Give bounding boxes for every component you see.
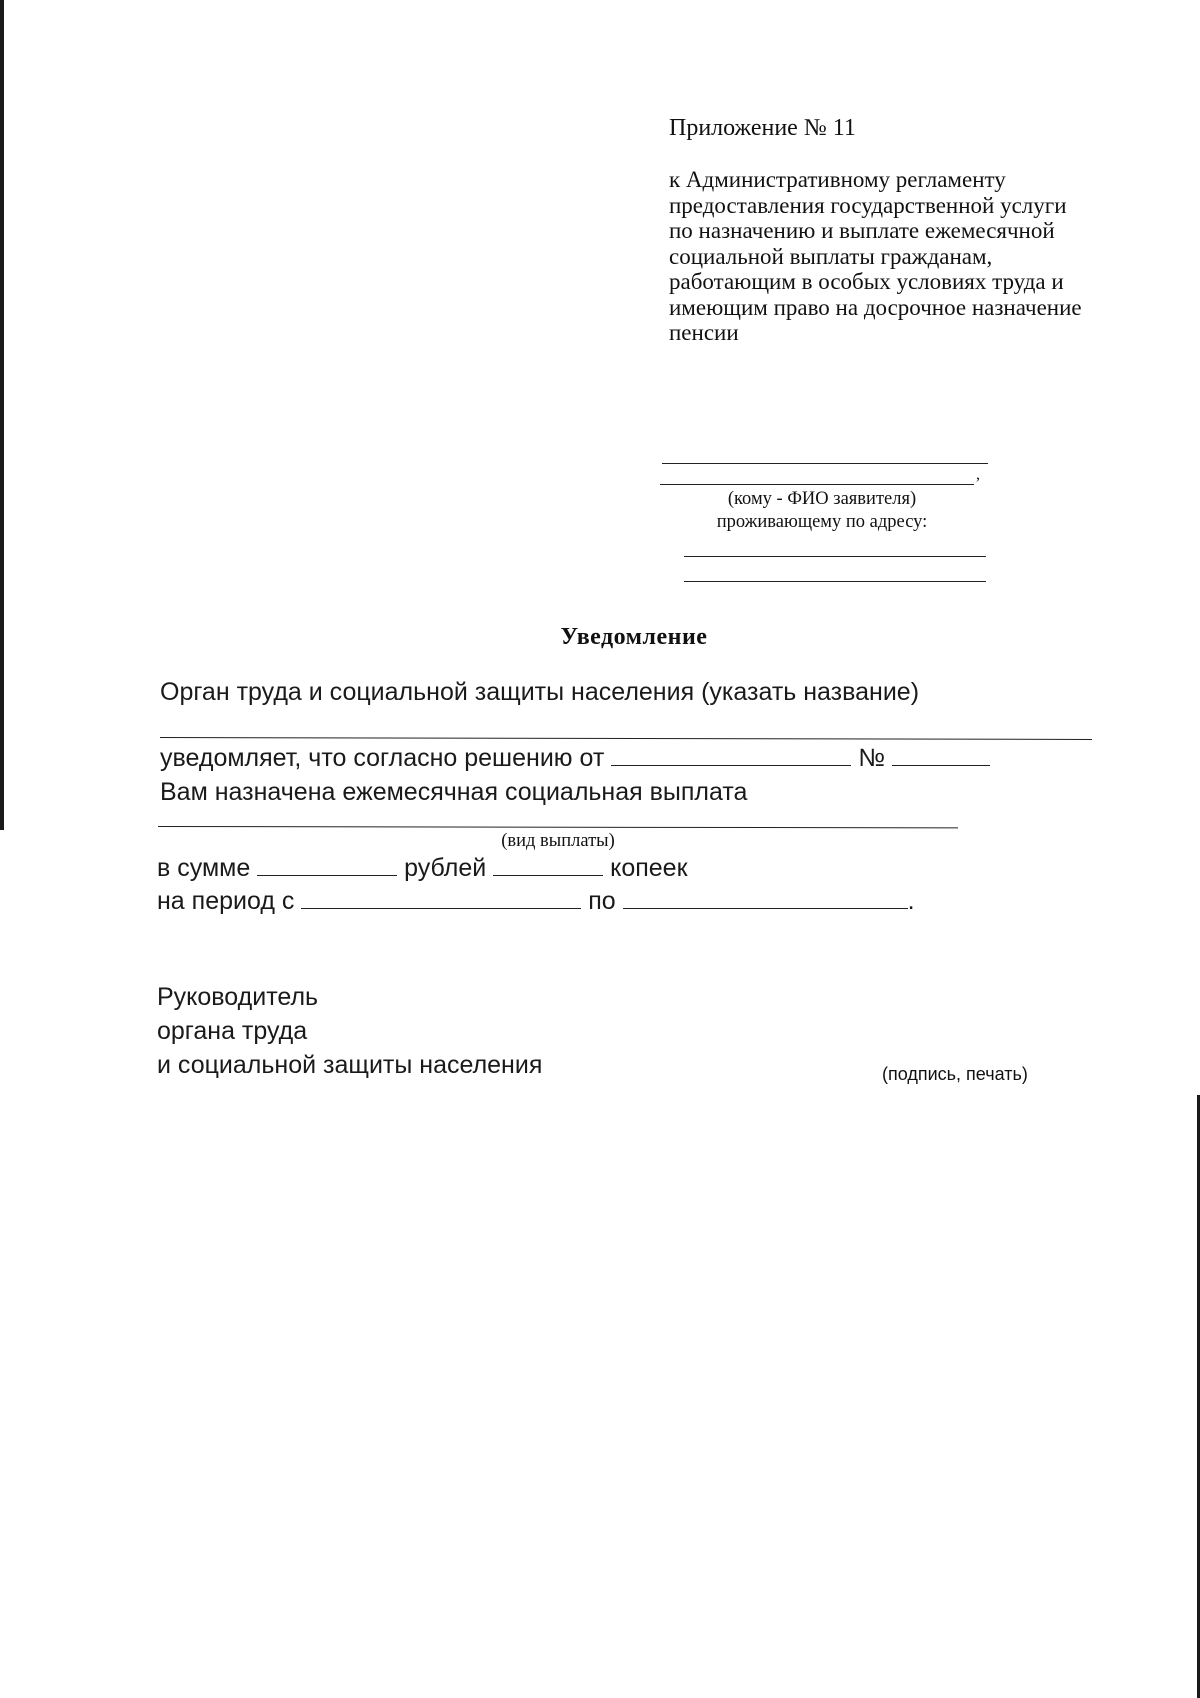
amount-row	[157, 853, 688, 883]
decision-text: уведомляет, что согласно решению от	[160, 744, 605, 772]
recipient-name-line-1	[662, 463, 988, 464]
period-to: по	[588, 887, 616, 915]
signatory-role-line: органа труда	[157, 1017, 308, 1045]
payment-type-caption: (вид выплаты)	[501, 831, 615, 851]
rubles-label: рублей	[404, 854, 487, 882]
signatory-role	[157, 980, 542, 1082]
period-end-blank	[623, 886, 908, 909]
rubles-blank	[257, 853, 397, 876]
period-end-dot: .	[907, 887, 915, 915]
decision-row	[160, 743, 990, 773]
appendix-description-line: по назначению и выплате ежемесячной	[669, 218, 1055, 243]
address-caption: проживающему по адресу:	[716, 512, 928, 532]
recipient-name-line-2	[660, 484, 974, 485]
payment-type-line	[158, 826, 958, 828]
recipient-caption: (кому - ФИО заявителя)	[727, 489, 917, 509]
authority-name-line	[160, 737, 1092, 740]
period-row	[157, 886, 915, 916]
appendix-description-line: предоставления государственной услуги	[669, 192, 1067, 218]
appendix-description-line: социальной выплаты гражданам,	[669, 243, 993, 269]
recipient-comma: ,	[976, 466, 980, 483]
signatory-role-line: и социальной защиты населения	[157, 1051, 543, 1079]
period-prefix: на период с	[157, 887, 295, 915]
appendix-number: Приложение № 11	[669, 115, 856, 141]
amount-prefix: в сумме	[157, 854, 251, 882]
kopecks-label: копеек	[610, 854, 688, 882]
appendix-description-line: работающим в особых условиях труда и	[669, 269, 1064, 294]
appendix-description	[669, 167, 1129, 346]
authority-line: Орган труда и социальной защиты населения (указать название)	[160, 678, 920, 706]
scan-edge-left	[0, 0, 4, 830]
assigned-text: Вам назначена ежемесячная социальная выплата	[160, 778, 748, 806]
decision-number-blank	[892, 743, 990, 766]
appendix-description-line: к Административному регламенту	[669, 167, 1006, 192]
kopecks-blank	[493, 853, 603, 876]
appendix-description-line: пенсии	[669, 320, 739, 345]
notice-title: Уведомление	[560, 624, 708, 650]
signature-caption: (подпись, печать)	[882, 1064, 1028, 1084]
signatory-role-line: Руководитель	[157, 983, 319, 1011]
address-line-1	[684, 556, 986, 557]
appendix-description-line: имеющим право на досрочное назначение	[669, 294, 1082, 320]
decision-date-blank	[611, 743, 851, 766]
period-start-blank	[301, 886, 581, 909]
address-line-2	[684, 581, 986, 582]
number-sign: №	[858, 744, 886, 772]
